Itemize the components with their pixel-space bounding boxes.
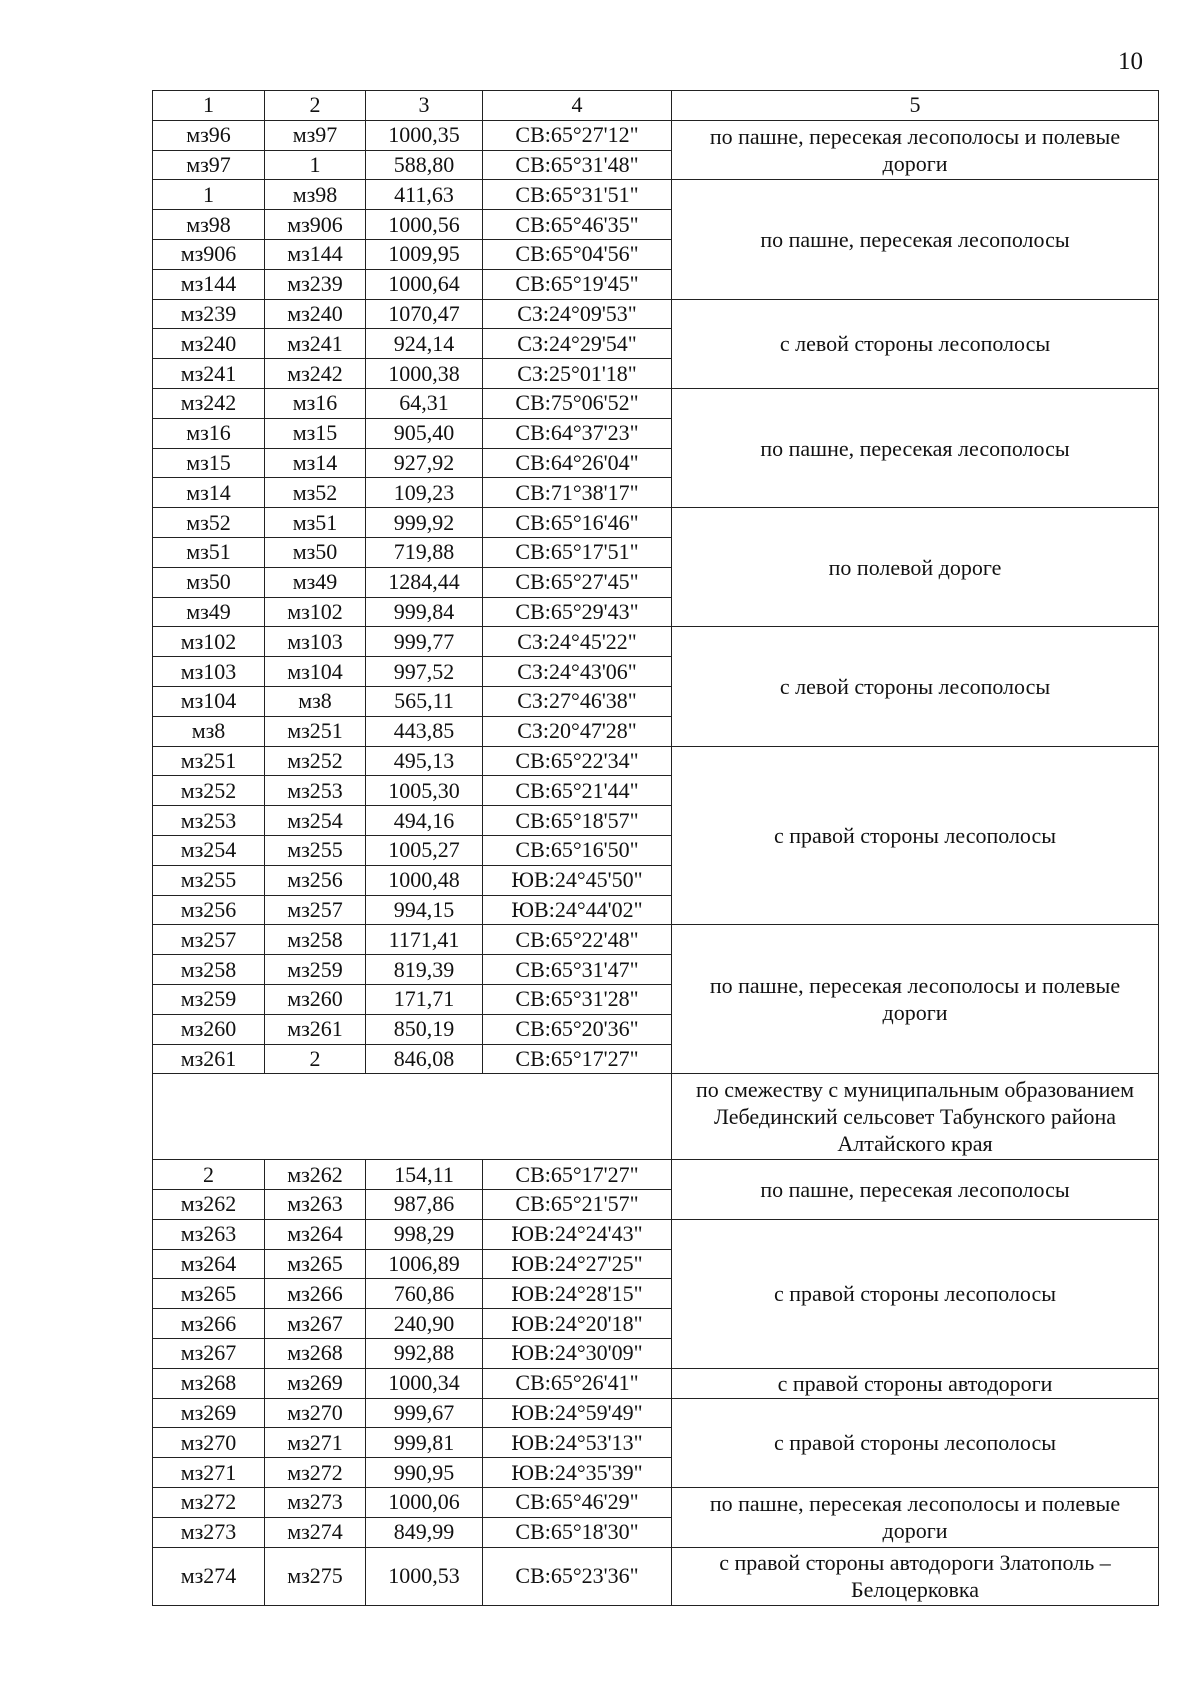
table-cell: 992,88 bbox=[366, 1339, 483, 1369]
table-cell: 1000,56 bbox=[366, 210, 483, 240]
table-cell: СВ:65°27'45" bbox=[483, 567, 672, 597]
table-cell: мз103 bbox=[153, 657, 265, 687]
header-cell: 2 bbox=[265, 91, 366, 121]
table-cell: 846,08 bbox=[366, 1044, 483, 1074]
header-cell: 4 bbox=[483, 91, 672, 121]
table-cell: мз8 bbox=[153, 716, 265, 746]
table-cell: мз271 bbox=[153, 1458, 265, 1488]
table-cell: мз144 bbox=[265, 239, 366, 269]
table-cell: мз257 bbox=[153, 925, 265, 955]
table-cell: мз253 bbox=[153, 806, 265, 836]
table-cell: 1000,53 bbox=[366, 1547, 483, 1605]
route-description: с правой стороны лесополосы bbox=[672, 1398, 1159, 1487]
table-cell: мз103 bbox=[265, 627, 366, 657]
table-cell: СВ:65°19'45" bbox=[483, 269, 672, 299]
table-cell: мз242 bbox=[265, 359, 366, 389]
table-cell: мз49 bbox=[153, 597, 265, 627]
table-cell: мз906 bbox=[265, 210, 366, 240]
table-cell: мз104 bbox=[265, 657, 366, 687]
empty-cell bbox=[153, 1074, 672, 1160]
route-description: по пашне, пересекая лесополосы и полевые дороги bbox=[672, 925, 1159, 1074]
table-cell: мз51 bbox=[153, 537, 265, 567]
table-cell: мз14 bbox=[265, 448, 366, 478]
table-cell: СЗ:24°43'06" bbox=[483, 657, 672, 687]
table-cell: СВ:65°26'41" bbox=[483, 1368, 672, 1398]
table-cell: СЗ:24°45'22" bbox=[483, 627, 672, 657]
table-cell: 819,39 bbox=[366, 955, 483, 985]
table-cell: ЮВ:24°45'50" bbox=[483, 865, 672, 895]
table-cell: мз104 bbox=[153, 686, 265, 716]
table-cell: мз255 bbox=[153, 865, 265, 895]
route-description: с правой стороны лесополосы bbox=[672, 746, 1159, 925]
table-cell: мз258 bbox=[265, 925, 366, 955]
table-cell: мз274 bbox=[153, 1547, 265, 1605]
route-description: по пашне, пересекая лесополосы bbox=[672, 1160, 1159, 1220]
table-cell: ЮВ:24°27'25" bbox=[483, 1249, 672, 1279]
table-cell: 927,92 bbox=[366, 448, 483, 478]
table-cell: мз239 bbox=[153, 299, 265, 329]
table-cell: мз51 bbox=[265, 508, 366, 538]
table-cell: СВ:65°22'48" bbox=[483, 925, 672, 955]
route-description: по пашне, пересекая лесополосы bbox=[672, 388, 1159, 507]
table-row bbox=[153, 925, 1159, 955]
table-cell: 1000,38 bbox=[366, 359, 483, 389]
table-cell: 1 bbox=[265, 150, 366, 180]
table-cell: мз272 bbox=[153, 1488, 265, 1518]
table-cell: 154,11 bbox=[366, 1160, 483, 1190]
table-cell: мз16 bbox=[153, 418, 265, 448]
table-cell: 1000,35 bbox=[366, 120, 483, 150]
table-cell: СВ:64°26'04" bbox=[483, 448, 672, 478]
table-row bbox=[153, 1160, 1159, 1190]
table-cell: 1009,95 bbox=[366, 239, 483, 269]
table-cell: мз15 bbox=[265, 418, 366, 448]
table-cell: 1000,34 bbox=[366, 1368, 483, 1398]
header-cell: 3 bbox=[366, 91, 483, 121]
table-cell: мз267 bbox=[265, 1309, 366, 1339]
table-cell: 411,63 bbox=[366, 180, 483, 210]
header-cell: 1 bbox=[153, 91, 265, 121]
table-cell: ЮВ:24°59'49" bbox=[483, 1398, 672, 1428]
table-cell: мз261 bbox=[153, 1044, 265, 1074]
table-cell: мз98 bbox=[265, 180, 366, 210]
table-row bbox=[153, 508, 1159, 538]
table-cell: 495,13 bbox=[366, 746, 483, 776]
route-description: с правой стороны лесополосы bbox=[672, 1219, 1159, 1368]
table-cell: 1171,41 bbox=[366, 925, 483, 955]
route-description: по полевой дороге bbox=[672, 508, 1159, 627]
table-cell: 1000,06 bbox=[366, 1488, 483, 1518]
table-cell: мз259 bbox=[265, 955, 366, 985]
table-cell: ЮВ:24°28'15" bbox=[483, 1279, 672, 1309]
table-cell: СВ:65°21'57" bbox=[483, 1190, 672, 1220]
table-cell: мз242 bbox=[153, 388, 265, 418]
table-cell: 1005,27 bbox=[366, 835, 483, 865]
table-cell: мз252 bbox=[153, 776, 265, 806]
table-row bbox=[153, 1488, 1159, 1518]
table-cell: мз272 bbox=[265, 1458, 366, 1488]
table-cell: ЮВ:24°44'02" bbox=[483, 895, 672, 925]
table-cell: 565,11 bbox=[366, 686, 483, 716]
table-cell: СВ:65°46'29" bbox=[483, 1488, 672, 1518]
table-cell: СВ:65°21'44" bbox=[483, 776, 672, 806]
table-cell: СВ:65°31'47" bbox=[483, 955, 672, 985]
table-cell: мз102 bbox=[265, 597, 366, 627]
table-cell: 850,19 bbox=[366, 1014, 483, 1044]
table-cell: мз257 bbox=[265, 895, 366, 925]
boundary-note: по смежеству с муниципальным образованием Лебединский сельсовет Табунского района Алтайского края bbox=[672, 1074, 1159, 1160]
table-cell: мз240 bbox=[153, 329, 265, 359]
table-cell: мз265 bbox=[153, 1279, 265, 1309]
table-row bbox=[153, 1219, 1159, 1249]
table-row bbox=[153, 180, 1159, 210]
table-cell: мз255 bbox=[265, 835, 366, 865]
table-cell: 998,29 bbox=[366, 1219, 483, 1249]
table-cell: СЗ:24°29'54" bbox=[483, 329, 672, 359]
table-cell: мз258 bbox=[153, 955, 265, 985]
table-cell: мз50 bbox=[265, 537, 366, 567]
table-cell: мз254 bbox=[265, 806, 366, 836]
route-description: с левой стороны лесополосы bbox=[672, 627, 1159, 746]
table-cell: СВ:65°20'36" bbox=[483, 1014, 672, 1044]
table-cell: мз52 bbox=[153, 508, 265, 538]
table-cell: 240,90 bbox=[366, 1309, 483, 1339]
table-cell: СВ:65°27'12" bbox=[483, 120, 672, 150]
table-cell: мз271 bbox=[265, 1428, 366, 1458]
table-cell: мз251 bbox=[153, 746, 265, 776]
table-cell: 494,16 bbox=[366, 806, 483, 836]
table-cell: мз263 bbox=[265, 1190, 366, 1220]
route-description: с левой стороны лесополосы bbox=[672, 299, 1159, 388]
route-description: с правой стороны автодороги bbox=[672, 1368, 1159, 1398]
table-cell: мз906 bbox=[153, 239, 265, 269]
table-cell: 999,92 bbox=[366, 508, 483, 538]
table-cell: мз260 bbox=[153, 1014, 265, 1044]
table-cell: мз241 bbox=[265, 329, 366, 359]
boundary-table bbox=[152, 90, 1159, 1606]
header-cell: 5 bbox=[672, 91, 1159, 121]
table-cell: мз50 bbox=[153, 567, 265, 597]
table-cell: мз274 bbox=[265, 1517, 366, 1547]
table-cell: мз96 bbox=[153, 120, 265, 150]
table-cell: 171,71 bbox=[366, 984, 483, 1014]
table-cell: мз273 bbox=[265, 1488, 366, 1518]
table-cell: СВ:65°04'56" bbox=[483, 239, 672, 269]
page-number: 10 bbox=[1118, 48, 1143, 75]
table-cell: 1284,44 bbox=[366, 567, 483, 597]
table-cell: мз240 bbox=[265, 299, 366, 329]
table-cell: СВ:65°23'36" bbox=[483, 1547, 672, 1605]
table-row bbox=[153, 1547, 1159, 1605]
table-cell: мз256 bbox=[265, 865, 366, 895]
table-cell: СВ:75°06'52" bbox=[483, 388, 672, 418]
table-cell: мз253 bbox=[265, 776, 366, 806]
table-cell: мз262 bbox=[265, 1160, 366, 1190]
table-cell: ЮВ:24°53'13" bbox=[483, 1428, 672, 1458]
table-cell: 1070,47 bbox=[366, 299, 483, 329]
table-cell: 999,67 bbox=[366, 1398, 483, 1428]
table-cell: СВ:64°37'23" bbox=[483, 418, 672, 448]
route-description: по пашне, пересекая лесополосы и полевые дороги bbox=[672, 120, 1159, 180]
table-cell: мз264 bbox=[153, 1249, 265, 1279]
table-cell: СВ:65°31'48" bbox=[483, 150, 672, 180]
table-cell: мз241 bbox=[153, 359, 265, 389]
table-cell: 997,52 bbox=[366, 657, 483, 687]
table-cell: мз239 bbox=[265, 269, 366, 299]
table-cell: мз268 bbox=[153, 1368, 265, 1398]
table-cell: 2 bbox=[265, 1044, 366, 1074]
route-description: по пашне, пересекая лесополосы и полевые дороги bbox=[672, 1488, 1159, 1548]
table-cell: СВ:65°29'43" bbox=[483, 597, 672, 627]
table-cell: СВ:65°18'57" bbox=[483, 806, 672, 836]
table-cell: мз269 bbox=[265, 1368, 366, 1398]
table-cell: 588,80 bbox=[366, 150, 483, 180]
table-cell: мз273 bbox=[153, 1517, 265, 1547]
table-cell: СВ:65°17'27" bbox=[483, 1160, 672, 1190]
table-cell: ЮВ:24°24'43" bbox=[483, 1219, 672, 1249]
table-cell: мз144 bbox=[153, 269, 265, 299]
table-cell: мз270 bbox=[265, 1398, 366, 1428]
table-cell: СВ:71°38'17" bbox=[483, 478, 672, 508]
header-row bbox=[153, 91, 1159, 121]
table-cell: мз102 bbox=[153, 627, 265, 657]
table-cell: мз266 bbox=[153, 1309, 265, 1339]
table-cell: мз267 bbox=[153, 1339, 265, 1369]
table-cell: мз269 bbox=[153, 1398, 265, 1428]
table-cell: 760,86 bbox=[366, 1279, 483, 1309]
table-cell: СВ:65°17'51" bbox=[483, 537, 672, 567]
table-row bbox=[153, 1398, 1159, 1428]
table-cell: 849,99 bbox=[366, 1517, 483, 1547]
table-cell: мз16 bbox=[265, 388, 366, 418]
route-description: по пашне, пересекая лесополосы bbox=[672, 180, 1159, 299]
table-cell: мз14 bbox=[153, 478, 265, 508]
table-cell: 109,23 bbox=[366, 478, 483, 508]
table-cell: СВ:65°31'51" bbox=[483, 180, 672, 210]
table-cell: мз254 bbox=[153, 835, 265, 865]
table-cell: СВ:65°17'27" bbox=[483, 1044, 672, 1074]
table-cell: мз270 bbox=[153, 1428, 265, 1458]
table-row bbox=[153, 388, 1159, 418]
table-cell: 990,95 bbox=[366, 1458, 483, 1488]
table-cell: СВ:65°31'28" bbox=[483, 984, 672, 1014]
boundary-note-row bbox=[153, 1074, 1159, 1160]
table-cell: СЗ:20°47'28" bbox=[483, 716, 672, 746]
table-cell: ЮВ:24°30'09" bbox=[483, 1339, 672, 1369]
table-cell: мз252 bbox=[265, 746, 366, 776]
table-cell: 1000,48 bbox=[366, 865, 483, 895]
table-cell: 924,14 bbox=[366, 329, 483, 359]
table-cell: СЗ:24°09'53" bbox=[483, 299, 672, 329]
table-cell: СВ:65°16'46" bbox=[483, 508, 672, 538]
table-cell: 1 bbox=[153, 180, 265, 210]
table-cell: ЮВ:24°20'18" bbox=[483, 1309, 672, 1339]
table-row bbox=[153, 627, 1159, 657]
table-cell: мз49 bbox=[265, 567, 366, 597]
table-row bbox=[153, 299, 1159, 329]
table-row bbox=[153, 120, 1159, 150]
table-row bbox=[153, 746, 1159, 776]
table-cell: мз52 bbox=[265, 478, 366, 508]
table-cell: мз97 bbox=[153, 150, 265, 180]
table-cell: СВ:65°16'50" bbox=[483, 835, 672, 865]
table-cell: мз259 bbox=[153, 984, 265, 1014]
table-cell: 1000,64 bbox=[366, 269, 483, 299]
table-cell: 1006,89 bbox=[366, 1249, 483, 1279]
table-cell: СВ:65°22'34" bbox=[483, 746, 672, 776]
table-cell: 994,15 bbox=[366, 895, 483, 925]
table-cell: мз256 bbox=[153, 895, 265, 925]
table-cell: СЗ:27°46'38" bbox=[483, 686, 672, 716]
table-cell: СЗ:25°01'18" bbox=[483, 359, 672, 389]
route-description: с правой стороны автодороги Златополь – Белоцерковка bbox=[672, 1547, 1159, 1605]
table-cell: мз260 bbox=[265, 984, 366, 1014]
table-cell: 719,88 bbox=[366, 537, 483, 567]
table-cell: 999,77 bbox=[366, 627, 483, 657]
table-cell: 64,31 bbox=[366, 388, 483, 418]
table-cell: 987,86 bbox=[366, 1190, 483, 1220]
table-cell: мз261 bbox=[265, 1014, 366, 1044]
table-cell: мз268 bbox=[265, 1339, 366, 1369]
table-cell: мз275 bbox=[265, 1547, 366, 1605]
table-cell: СВ:65°18'30" bbox=[483, 1517, 672, 1547]
table-cell: ЮВ:24°35'39" bbox=[483, 1458, 672, 1488]
table-cell: 443,85 bbox=[366, 716, 483, 746]
table-cell: мз265 bbox=[265, 1249, 366, 1279]
table-cell: СВ:65°46'35" bbox=[483, 210, 672, 240]
table-row bbox=[153, 1368, 1159, 1398]
table-cell: мз8 bbox=[265, 686, 366, 716]
table-cell: мз251 bbox=[265, 716, 366, 746]
table-cell: мз98 bbox=[153, 210, 265, 240]
table-cell: мз97 bbox=[265, 120, 366, 150]
table-cell: мз266 bbox=[265, 1279, 366, 1309]
table-cell: мз263 bbox=[153, 1219, 265, 1249]
table-cell: 1005,30 bbox=[366, 776, 483, 806]
table-cell: мз264 bbox=[265, 1219, 366, 1249]
table-cell: 905,40 bbox=[366, 418, 483, 448]
table-cell: 999,81 bbox=[366, 1428, 483, 1458]
table-cell: мз262 bbox=[153, 1190, 265, 1220]
table-cell: 2 bbox=[153, 1160, 265, 1190]
table-cell: мз15 bbox=[153, 448, 265, 478]
table-cell: 999,84 bbox=[366, 597, 483, 627]
